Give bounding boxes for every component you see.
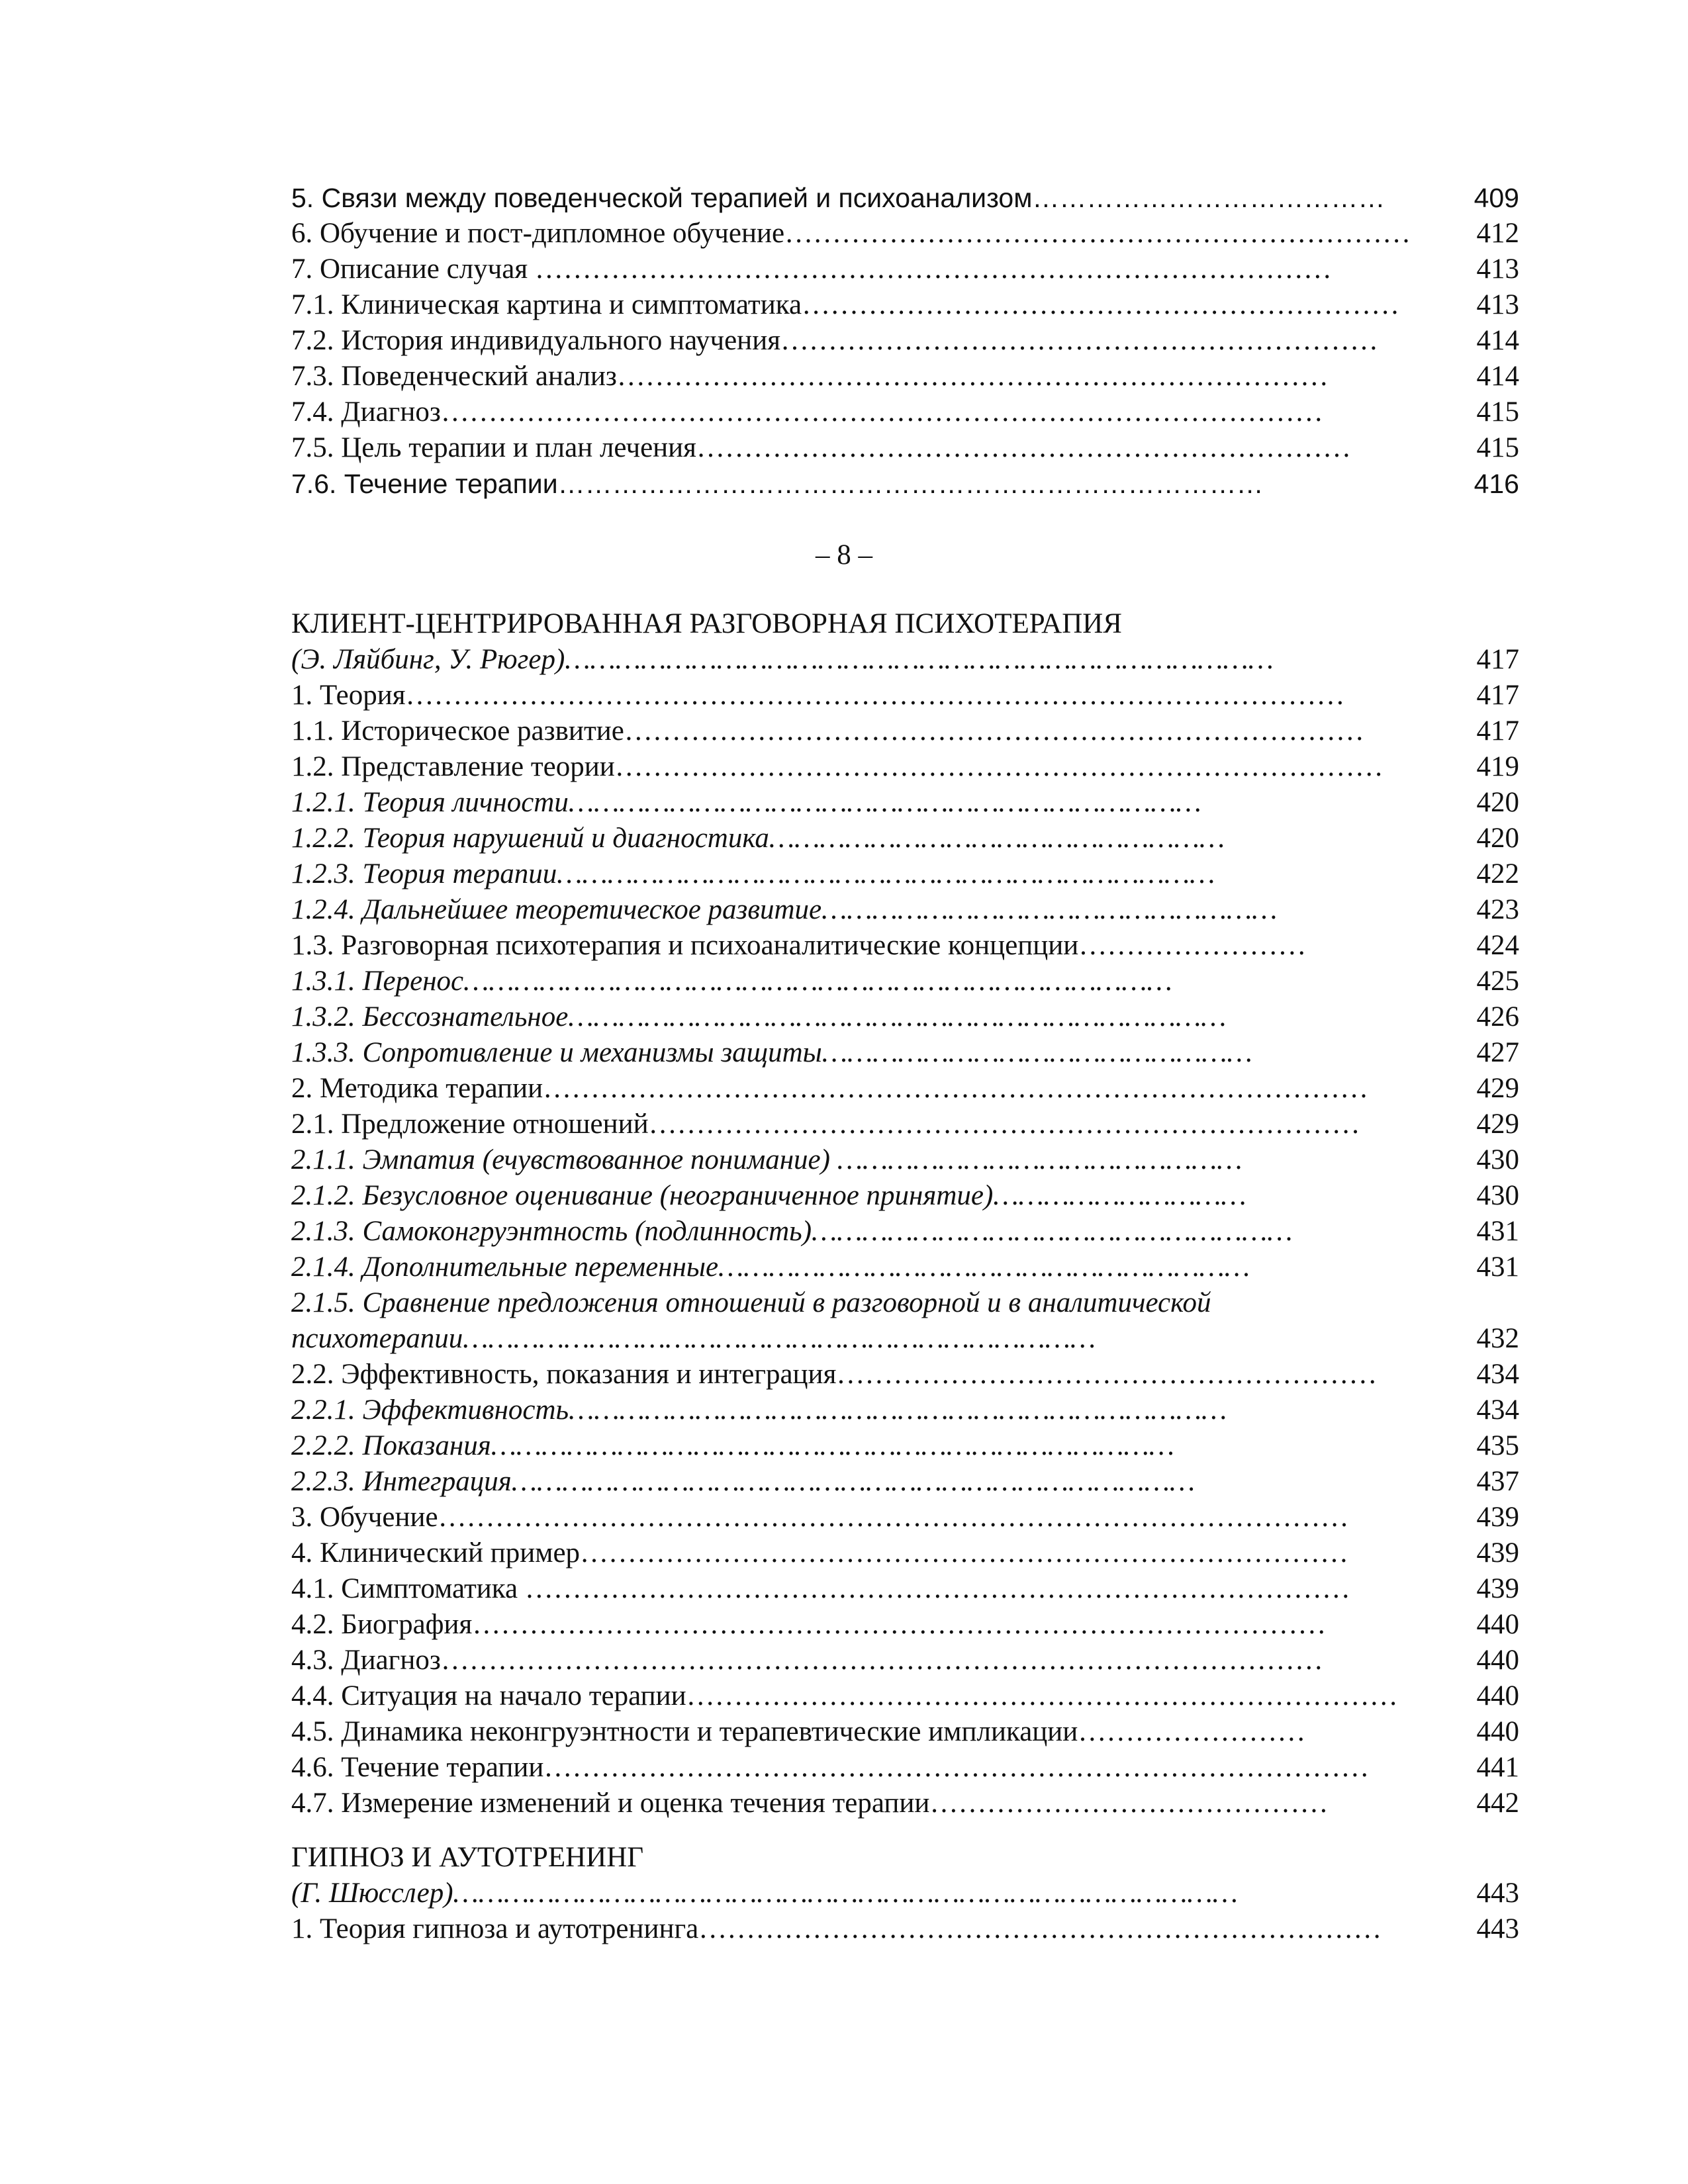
toc-entry-page: 431	[1476, 1216, 1519, 1247]
toc-entry-text: 7.5. Цель терапии и план лечения	[291, 432, 696, 463]
toc-entry-leader-dots: ………………………………………………………………	[698, 1913, 1382, 1944]
toc-entry-leader-dots: …………………………………………………………………	[568, 787, 1201, 818]
toc-entry-page: 429	[1476, 1073, 1519, 1104]
toc-entry-text: 1.3.1. Перенос	[291, 966, 464, 997]
toc-entry-leader-dots: ……………………	[1078, 1716, 1306, 1747]
toc-entry	[291, 785, 1519, 821]
toc-section-hypnosis	[291, 1876, 1519, 1947]
toc-entry	[291, 466, 1519, 502]
toc-entry-leader-dots: ………………………………………………………………………	[580, 1537, 1349, 1569]
toc-entry-title	[291, 1714, 1305, 1750]
toc-entry-page: 415	[1476, 432, 1519, 463]
toc-entry-leader-dots: …………………………………………………	[812, 1216, 1293, 1247]
toc-entry-page: 440	[1476, 1716, 1519, 1747]
toc-entry-text: 2.1.5. Сравнение предложения отношений в разговорной и в аналитической	[291, 1287, 1211, 1318]
toc-entry	[291, 1321, 1519, 1357]
toc-entry	[291, 1392, 1519, 1428]
toc-entry-leader-dots: …………………………………………………………………………………	[440, 396, 1323, 428]
toc-entry-leader-dots: ……………………………………………………………………	[568, 1001, 1227, 1032]
toc-entry-leader-dots: ……………………………………………………………	[696, 432, 1351, 463]
toc-entry-page: 417	[1476, 715, 1519, 747]
toc-entry-text: 3. Обучение	[291, 1502, 438, 1533]
toc-entry-page: 439	[1476, 1537, 1519, 1569]
toc-entry-page: 442	[1476, 1788, 1519, 1819]
toc-entry	[291, 928, 1519, 964]
toc-entry-page: 413	[1476, 289, 1519, 320]
toc-entry	[291, 1178, 1519, 1214]
toc-entry	[291, 1464, 1519, 1500]
toc-entry-page: 414	[1476, 325, 1519, 356]
toc-entry	[291, 1535, 1519, 1571]
toc-entry-page: 426	[1476, 1001, 1519, 1032]
toc-entry-text: 7.2. История индивидуального научения	[291, 325, 780, 356]
toc-entry	[291, 1678, 1519, 1714]
toc-entry	[291, 1250, 1519, 1285]
toc-entry-leader-dots: ……………………………………………	[821, 1037, 1252, 1068]
toc-entry-title	[291, 1285, 1211, 1321]
toc-entry	[291, 1786, 1519, 1821]
toc-entry-text: 4.4. Ситуация на начало терапии	[291, 1680, 686, 1711]
toc-entry-leader-dots: ……………………………………………………………………	[569, 1394, 1227, 1426]
toc-entry-title	[291, 999, 1226, 1035]
toc-entry-page: 441	[1476, 1752, 1519, 1783]
toc-entry-leader-dots: …………………………………………………………………………………	[453, 1878, 1238, 1909]
toc-entry-leader-dots: ………………………………………………………………………	[511, 1466, 1196, 1497]
toc-entry-page: 434	[1476, 1359, 1519, 1390]
toc-entry-text: 4.2. Биография	[291, 1609, 473, 1640]
toc-entry-leader-dots: …………………………………………	[837, 1144, 1243, 1175]
toc-entry-text: 2.2. Эффективность, показания и интеграция	[291, 1359, 837, 1390]
toc-entry-leader-dots: …………………………………………………………………	[463, 1323, 1096, 1354]
toc-entry-text: 4.1. Симптоматика	[291, 1573, 525, 1604]
toc-entry-title	[291, 1071, 1368, 1107]
toc-entry-text: 2.1.4. Дополнительные переменные	[291, 1251, 719, 1283]
toc-entry-text: 1.1. Историческое развитие	[291, 715, 624, 747]
toc-entry	[291, 1428, 1519, 1464]
toc-entry-leader-dots: ………………………………………………………	[780, 325, 1378, 356]
toc-entry	[291, 892, 1519, 928]
toc-entry-title	[291, 251, 1332, 287]
toc-entry-title	[291, 1464, 1195, 1500]
toc-entry-title	[291, 1250, 1250, 1285]
toc-entry-leader-dots: ……………………	[1078, 930, 1307, 961]
toc-entry-leader-dots: ……………………………………………………………………	[557, 858, 1215, 889]
toc-entry-page: 420	[1476, 823, 1519, 854]
toc-entry-page: 416	[1474, 469, 1519, 499]
toc-entry-leader-dots: ………………………………………………	[821, 894, 1278, 925]
toc-entry-title	[291, 678, 1345, 713]
toc-entry	[291, 1750, 1519, 1786]
toc-entry-leader-dots: ………………………………………………………………………………………	[405, 680, 1345, 711]
toc-entry-text: 4.5. Динамика неконгруэнтности и терапевтические импликации	[291, 1716, 1078, 1747]
toc-entry-page: 417	[1476, 680, 1519, 711]
toc-entry-page: 423	[1476, 894, 1519, 925]
toc-entry-page: 443	[1476, 1878, 1519, 1909]
toc-entry	[291, 430, 1519, 466]
toc-entry-page: 419	[1476, 751, 1519, 782]
toc-entry-text: 1.3.2. Бессознательное	[291, 1001, 569, 1032]
toc-entry	[291, 964, 1519, 999]
toc-entry	[291, 821, 1519, 856]
toc-entry-page: 424	[1476, 930, 1519, 961]
toc-entry-text: 2.2.1. Эффективность	[291, 1394, 569, 1426]
toc-entry-leader-dots: ………………………………………………………	[718, 1251, 1250, 1283]
toc-entry-page: 427	[1476, 1037, 1519, 1068]
toc-entry	[291, 1142, 1519, 1178]
toc-entry-page: 414	[1476, 361, 1519, 392]
toc-entry-leader-dots: …………………………………………………………	[784, 218, 1411, 249]
toc-entry-leader-dots: ……………………………………………………………………………	[543, 1073, 1369, 1104]
toc-entry-leader-dots: …………………………	[993, 1180, 1246, 1211]
toc-entry-text: (Г. Шюсслер)	[291, 1878, 453, 1909]
toc-entry-text: 7.1. Клиническая картина и симптоматика	[291, 289, 802, 320]
toc-entry	[291, 713, 1519, 749]
toc-entry-leader-dots: ……………………………………………………………………	[624, 715, 1364, 747]
toc-entry	[291, 251, 1519, 287]
toc-entry-leader-dots: ………………………………………………………………………	[614, 751, 1383, 782]
toc-entry-leader-dots: …………………………………………………………………………	[534, 253, 1332, 285]
toc-entry	[291, 749, 1519, 785]
toc-entry-page: 432	[1476, 1323, 1519, 1354]
toc-entry-text: 1.2.2. Теория нарушений и диагностика	[291, 823, 769, 854]
toc-entry-title	[291, 466, 1264, 502]
toc-entry-page: 412	[1476, 218, 1519, 249]
toc-entry-page: 420	[1476, 787, 1519, 818]
toc-entry-page: 409	[1474, 183, 1519, 213]
toc-entry	[291, 216, 1519, 251]
toc-entry-leader-dots: ……………………………………………………………………………	[543, 1752, 1370, 1783]
toc-entry	[291, 287, 1519, 323]
toc-section-top	[291, 180, 1519, 502]
toc-entry-page: 440	[1476, 1609, 1519, 1640]
toc-entry-title	[291, 180, 1385, 216]
toc-entry-title	[291, 964, 1172, 999]
toc-entry-leader-dots: …………………………………………………………………………………	[440, 1645, 1323, 1676]
toc-entry-title	[291, 1911, 1382, 1947]
toc-entry	[291, 1500, 1519, 1535]
toc-entry-title	[291, 1392, 1227, 1428]
toc-entry-leader-dots: …………………………………………………………………	[686, 1680, 1398, 1711]
toc-entry-page: 417	[1476, 644, 1519, 675]
toc-entry-leader-dots: ………………………………………………………………………	[491, 1430, 1175, 1461]
toc-entry-title	[291, 928, 1306, 964]
toc-entry-title	[291, 785, 1201, 821]
toc-entry-text: (Э. Ляйбинг, У. Рюгер)	[291, 644, 565, 675]
toc-entry-title	[291, 1214, 1292, 1250]
page-number: – 8 –	[816, 539, 872, 570]
toc-entry-title	[291, 1535, 1348, 1571]
toc-entry	[291, 1607, 1519, 1643]
toc-entry-title	[291, 1500, 1349, 1535]
toc-entry-page: 439	[1476, 1573, 1519, 1604]
toc-entry-text: 1.2. Представление теории	[291, 751, 615, 782]
toc-entry-title	[291, 394, 1323, 430]
toc-entry-title	[291, 1571, 1350, 1607]
toc-entry-text: 7. Описание случая	[291, 253, 535, 285]
toc-entry-text: 1.3.3. Сопротивление и механизмы защиты	[291, 1037, 822, 1068]
toc-entry-leader-dots: …………………………………………………………………	[616, 361, 1329, 392]
toc-entry-title	[291, 1786, 1328, 1821]
toc-entry-leader-dots: …………………………………………………………………………	[463, 966, 1172, 997]
toc-entry-text: 2.1.1. Эмпатия (ечувствованное понимание)	[291, 1144, 837, 1175]
toc-entry	[291, 678, 1519, 713]
toc-entry-leader-dots: ……………………………………………………………………	[557, 469, 1264, 499]
toc-entry-title	[291, 1035, 1252, 1071]
toc-entry-text: 1.3. Разговорная психотерапия и психоаналитические концепции	[291, 930, 1079, 961]
toc-entry-text: 1.2.4. Дальнейшее теоретическое развитие	[291, 894, 822, 925]
toc-entry-title	[291, 1428, 1174, 1464]
toc-entry-page: 440	[1476, 1680, 1519, 1711]
toc-entry-text: 2.1.2. Безусловное оценивание (неограниченное принятие)	[291, 1180, 994, 1211]
toc-entry-title	[291, 1321, 1096, 1357]
toc-entry-title	[291, 216, 1411, 251]
toc-entry-text: 1.2.3. Теория терапии	[291, 858, 557, 889]
toc-entry-page: 413	[1476, 253, 1519, 285]
toc-entry	[291, 999, 1519, 1035]
toc-entry-leader-dots: ………………………………………………………………………………	[472, 1609, 1327, 1640]
toc-entry	[291, 180, 1519, 216]
toc-entry-title	[291, 892, 1277, 928]
toc-entry-leader-dots: …………………………………………………………………	[648, 1109, 1360, 1140]
toc-entry	[291, 1071, 1519, 1107]
toc-entry-title	[291, 1607, 1326, 1643]
toc-entry-page: 437	[1476, 1466, 1519, 1497]
section-title-hypnosis: ГИПНОЗ И АУТОТРЕНИНГ	[291, 1842, 644, 1873]
toc-entry-leader-dots: …………………………………	[1032, 183, 1385, 213]
toc-entry-text: 7.3. Поведенческий анализ	[291, 361, 617, 392]
toc-entry-leader-dots: ……………………………………………………………………………	[524, 1573, 1350, 1604]
toc-entry-leader-dots: …………………………………………………………………………	[565, 644, 1274, 675]
section-title-client-centered: КЛИЕНТ-ЦЕНТРИРОВАННАЯ РАЗГОВОРНАЯ ПСИХОТЕРАПИЯ	[291, 608, 1122, 639]
toc-entry-title	[291, 323, 1378, 359]
toc-entry-text: 5. Связи между поведенческой терапией и психоанализом	[291, 183, 1033, 213]
toc-entry-leader-dots: …………………………………………………	[836, 1359, 1378, 1390]
toc-entry-text: 2.1. Предложение отношений	[291, 1109, 649, 1140]
toc-entry-page: 430	[1476, 1180, 1519, 1211]
toc-entry-page: 415	[1476, 396, 1519, 428]
toc-entry-text: 4.7. Измерение изменений и оценка течения терапии	[291, 1788, 930, 1819]
toc-entry-title	[291, 430, 1351, 466]
toc-entry-title	[291, 642, 1274, 678]
toc-entry-title	[291, 1357, 1377, 1392]
toc-entry-title	[291, 1178, 1246, 1214]
toc-entry	[291, 1214, 1519, 1250]
toc-entry	[291, 642, 1519, 678]
toc-entry-title	[291, 1643, 1323, 1678]
toc-entry-text: 1. Теория гипноза и аутотренинга	[291, 1913, 699, 1944]
toc-entry-title	[291, 1876, 1238, 1911]
toc-entry-text: 2.1.3. Самоконгруэнтность (подлинность)	[291, 1216, 812, 1247]
toc-entry-page: 440	[1476, 1645, 1519, 1676]
toc-entry-text: 2. Методика терапии	[291, 1073, 543, 1104]
toc-entry-text: 1. Теория	[291, 680, 406, 711]
toc-entry-leader-dots: ………………………………………………	[769, 823, 1225, 854]
toc-entry-text: 4.6. Течение терапии	[291, 1752, 544, 1783]
toc-entry-text: 7.4. Диагноз	[291, 396, 441, 428]
toc-entry	[291, 1643, 1519, 1678]
toc-entry-page: 429	[1476, 1109, 1519, 1140]
toc-entry	[291, 856, 1519, 892]
toc-entry-text: 4.3. Диагноз	[291, 1645, 441, 1676]
toc-entry-text: 1.2.1. Теория личности	[291, 787, 569, 818]
toc-entry-title	[291, 287, 1399, 323]
toc-entry-title	[291, 1107, 1360, 1142]
toc-entry-leader-dots: ……………………………………………………………………………………	[438, 1502, 1349, 1533]
toc-entry-title	[291, 749, 1383, 785]
toc-entry-title	[291, 713, 1364, 749]
toc-entry	[291, 359, 1519, 394]
toc-entry	[291, 1911, 1519, 1947]
toc-entry-page: 443	[1476, 1913, 1519, 1944]
toc-entry	[291, 1714, 1519, 1750]
toc-entry	[291, 1571, 1519, 1607]
toc-entry-title	[291, 1142, 1242, 1178]
toc-entry-page: 430	[1476, 1144, 1519, 1175]
toc-entry-title	[291, 1750, 1369, 1786]
toc-entry	[291, 394, 1519, 430]
toc-entry	[291, 323, 1519, 359]
toc-entry-text: психотерапии	[291, 1323, 463, 1354]
toc-entry-page: 439	[1476, 1502, 1519, 1533]
toc-entry-text: 6. Обучение и пост-дипломное обучение	[291, 218, 785, 249]
toc-entry-page: 434	[1476, 1394, 1519, 1426]
toc-entry-text: 2.2.3. Интеграция	[291, 1466, 512, 1497]
toc-entry	[291, 1357, 1519, 1392]
toc-entry-text: 2.2.2. Показания	[291, 1430, 491, 1461]
toc-entry-page: 425	[1476, 966, 1519, 997]
toc-entry-page: 435	[1476, 1430, 1519, 1461]
toc-entry-page: 431	[1476, 1251, 1519, 1283]
toc-entry	[291, 1035, 1519, 1071]
toc-entry-leader-dots: ……………………………………	[929, 1788, 1329, 1819]
toc-entry-title	[291, 1678, 1398, 1714]
toc-entry-title	[291, 856, 1215, 892]
toc-entry	[291, 1285, 1519, 1321]
toc-entry-title	[291, 821, 1225, 856]
toc-entry-leader-dots: ………………………………………………………	[802, 289, 1400, 320]
toc-entry-page: 422	[1476, 858, 1519, 889]
toc-entry	[291, 1107, 1519, 1142]
toc-entry-text: 4. Клинический пример	[291, 1537, 581, 1569]
toc-entry-title	[291, 359, 1329, 394]
toc-entry	[291, 1876, 1519, 1911]
toc-entry-text: 7.6. Течение терапии	[291, 469, 558, 499]
toc-section-client-centered	[291, 642, 1519, 1821]
